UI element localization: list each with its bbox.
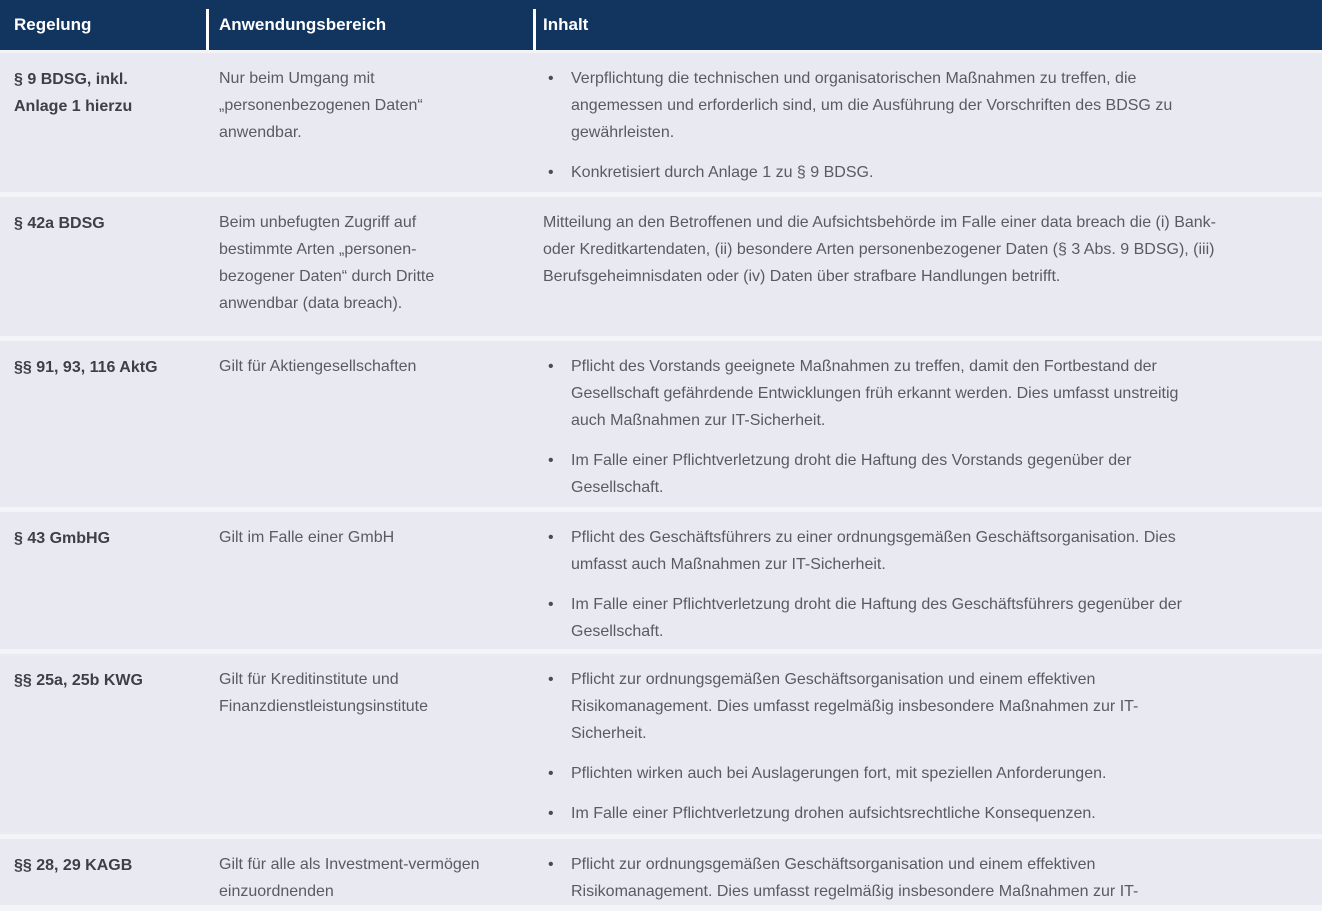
inhalt-paragraph: Mitteilung an den Betroffenen und die Aufsichtsbehörde im Falle einer data breach die (i) Bank- oder Kreditkartendaten, (ii) besondere Arten personenbezogener Daten (§ 3 Abs. 9 BDSG), (iii) Berufsgeheimnisdaten oder (iv) Daten über strafbare Handlungen betrifft. [543,214,1216,285]
regelung-cell: § 9 BDSG, inkl. Anlage 1 hierzu [14,71,133,115]
bullet-text: Konkretisiert durch Anlage 1 zu § 9 BDSG. [571,164,874,181]
regelung-cell: §§ 28, 29 KAGB [14,857,133,874]
bullet-icon: • [548,70,554,87]
bullet-item [543,65,1298,146]
table-row [0,512,1322,649]
table-header [0,0,1322,50]
bullet-item [543,800,1298,827]
bullet-icon: • [548,596,554,613]
column-header-label: Anwendungsbereich [219,15,387,34]
bullet-text: Pflichten wirken auch bei Auslagerungen fort, mit speziellen Anforderungen. [571,765,1107,782]
table-row [0,53,1322,192]
bullet-text: Im Falle einer Pflichtverletzung droht die Haftung des Vorstands gegenüber der Gesellschaft. [571,452,1132,496]
bullet-item [543,353,1298,434]
inhalt-cell [533,197,1322,336]
header-divider [533,9,536,50]
table-row [0,197,1322,336]
regelung-cell: §§ 91, 93, 116 AktG [14,359,158,376]
inhalt-cell [533,654,1322,834]
bullet-icon: • [548,671,554,688]
anwendungsbereich-cell: Nur beim Umgang mit „personenbezogenen Daten“ anwendbar. [219,70,423,141]
regelung-cell: § 42a BDSG [14,215,105,232]
bullet-text: Pflicht des Vorstands geeignete Maßnahmen zu treffen, damit den Fortbestand der Gesellschaft gefährdende Entwicklungen früh erkannt werden. Dies umfasst unstreitig auch Maßnahmen zur IT-Sicherheit. [571,358,1179,429]
column-header-regelung [0,0,206,50]
header-divider [206,9,209,50]
bullet-item [543,159,1298,186]
regelung-cell: § 43 GmbHG [14,530,111,547]
inhalt-cell [533,341,1322,507]
column-header-label: Inhalt [543,15,589,34]
bullet-item [543,524,1298,578]
regelung-cell: §§ 25a, 25b KWG [14,672,143,689]
bullet-icon: • [548,529,554,546]
table-row [0,654,1322,834]
anwendungsbereich-cell: Gilt für Kreditinstitute und Finanzdienstleistungsinstitute [219,671,429,715]
bullet-item [543,666,1298,747]
anwendungsbereich-cell: Gilt für alle als Investment-vermögen einzuordnenden [219,856,480,900]
bullet-item [543,591,1298,645]
bullet-icon: • [548,452,554,469]
anwendungsbereich-cell: Gilt für Aktiengesellschaften [219,358,417,375]
inhalt-cell [533,53,1322,192]
bullet-icon: • [548,856,554,873]
table-row [0,839,1322,905]
bullet-text: Im Falle einer Pflichtverletzung droht die Haftung des Geschäftsführers gegenüber der Gesellschaft. [571,596,1182,640]
bullet-text: Pflicht zur ordnungsgemäßen Geschäftsorganisation und einem effektiven Risikomanagement. Dies umfasst regelmäßig insbesondere Maßnahmen zur IT- [571,856,1139,900]
column-header-label: Regelung [14,15,92,34]
bullet-item [543,447,1298,501]
bullet-icon: • [548,164,554,181]
column-header-anwendungsbereich [206,0,533,50]
bullet-icon: • [548,805,554,822]
inhalt-cell [533,839,1322,905]
column-header-inhalt [533,0,1322,50]
bullet-text: Verpflichtung die technischen und organisatorischen Maßnahmen zu treffen, die angemessen und erforderlich sind, um die Ausführung der Vorschriften des BDSG zu gewährleisten. [571,70,1173,141]
anwendungsbereich-cell: Gilt im Falle einer GmbH [219,529,395,546]
inhalt-cell [533,512,1322,649]
anwendungsbereich-cell: Beim unbefugten Zugriff auf bestimmte Arten „personen-bezogener Daten“ durch Dritte anwendbar (data breach). [219,214,435,312]
bullet-text: Im Falle einer Pflichtverletzung drohen aufsichtsrechtliche Konsequenzen. [571,805,1096,822]
bullet-text: Pflicht des Geschäftsführers zu einer ordnungsgemäßen Geschäftsorganisation. Dies umfasst auch Maßnahmen zur IT-Sicherheit. [571,529,1176,573]
bullet-icon: • [548,765,554,782]
bullet-text: Pflicht zur ordnungsgemäßen Geschäftsorganisation und einem effektiven Risikomanagement. Dies umfasst regelmäßig insbesondere Maßnahmen zur IT-Sicherheit. [571,671,1139,742]
table-row [0,341,1322,507]
bullet-item [543,851,1298,905]
bullet-icon: • [548,358,554,375]
bullet-item [543,760,1298,787]
